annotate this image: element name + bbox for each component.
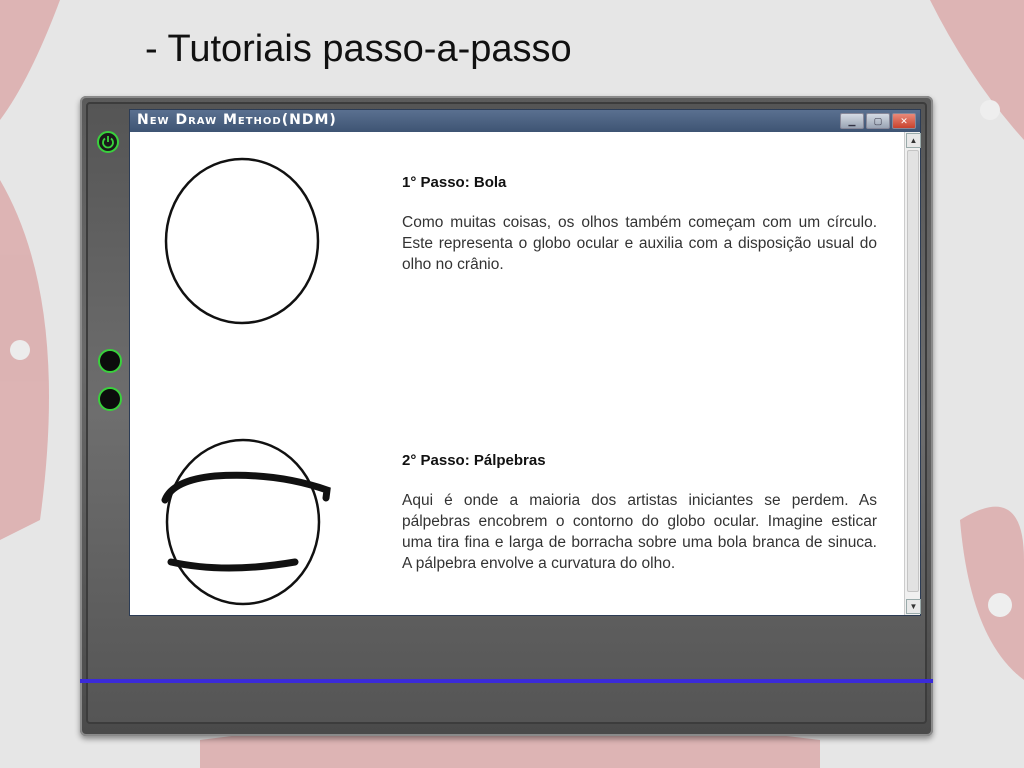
step-2-eyelid-drawing: [155, 432, 335, 612]
window-title: New Draw Method(NDM): [137, 112, 337, 128]
app-window: [130, 110, 920, 615]
accent-line: [80, 679, 933, 683]
scroll-up-button[interactable]: [906, 133, 921, 148]
window-content: [130, 132, 904, 615]
minimize-icon: ▁: [848, 115, 856, 126]
step-1-text: Como muitas coisas, os olhos também começam com um círculo. Este representa o globo ocular e auxilia com a disposição usual do olho no crânio.: [402, 214, 877, 273]
slide-title: - Tutoriais passo-a-passo: [145, 28, 572, 70]
step-1-circle-drawing: [160, 152, 330, 327]
chevron-up-icon: ▲: [909, 136, 918, 145]
chevron-down-icon: ▼: [909, 602, 918, 611]
vertical-scrollbar[interactable]: [904, 132, 920, 615]
step-1-title: 1° Passo: Bola: [402, 174, 507, 191]
maximize-icon: ▢: [873, 115, 883, 126]
scroll-thumb[interactable]: [907, 150, 919, 592]
power-icon: [101, 135, 115, 149]
step-2-title: 2° Passo: Pálpebras: [402, 452, 546, 469]
power-button[interactable]: [97, 131, 119, 153]
close-button[interactable]: [892, 113, 916, 129]
side-button-2[interactable]: [98, 387, 122, 411]
minimize-button[interactable]: [840, 113, 864, 129]
window-titlebar[interactable]: [130, 110, 920, 132]
maximize-button[interactable]: [866, 113, 890, 129]
window-controls: [840, 113, 916, 129]
scroll-down-button[interactable]: [906, 599, 921, 614]
close-icon: ✕: [900, 115, 908, 126]
step-2-text: Aqui é onde a maioria dos artistas iniciantes se perdem. As pálpebras encobrem o contorno do globo ocular. Imagine esticar uma tira fina e larga de borracha sobre uma bola branca de sinuca. A pálpebra envolve a curvatura do olho.: [402, 492, 877, 572]
side-button-1[interactable]: [98, 349, 122, 373]
